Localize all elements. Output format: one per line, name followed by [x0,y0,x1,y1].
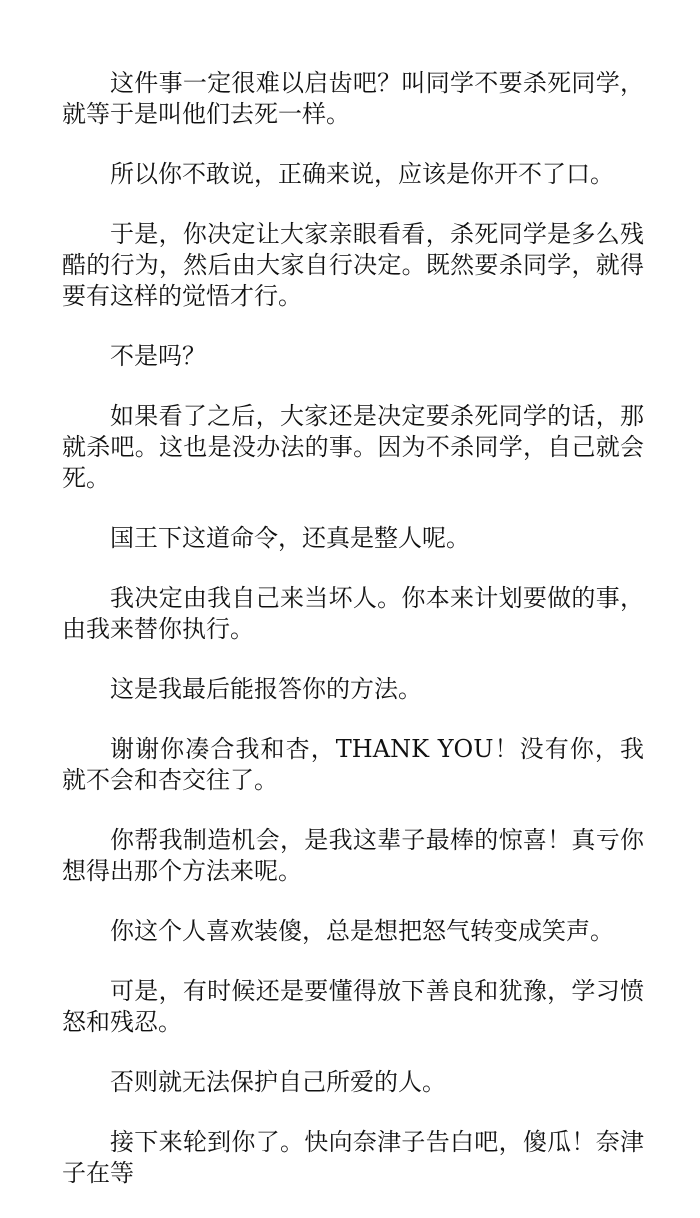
paragraph-12: 可是，有时候还是要懂得放下善良和犹豫，学习愤怒和残忍。 [62,977,644,1036]
paragraph-4: 不是吗？ [110,342,206,370]
paragraph-5: 如果看了之后，大家还是决定要杀死同学的话，那就杀吧。这也是没办法的事。因为不杀同学，自己就会死。 [62,402,644,492]
paragraph-10: 你帮我制造机会，是我这辈子最棒的惊喜！真亏你想得出那个方法来呢。 [62,826,644,885]
paragraph-14: 接下来轮到你了。快向奈津子告白吧，傻瓜！奈津子在等 [62,1128,644,1187]
paragraph-1: 这件事一定很难以启齿吧？叫同学不要杀死同学，就等于是叫他们去死一样。 [62,69,644,128]
paragraph-8: 这是我最后能报答你的方法。 [110,675,422,703]
paragraph-9: 谢谢你凑合我和杏，THANK YOU！没有你，我就不会和杏交往了。 [62,735,644,794]
paragraph-2: 所以你不敢说，正确来说，应该是你开不了口。 [110,160,614,188]
paragraph-7: 我决定由我自己来当坏人。你本来计划要做的事，由我来替你执行。 [62,584,644,643]
paragraph-13: 否则就无法保护自己所爱的人。 [110,1068,446,1096]
document-page [62,68,644,1218]
paragraph-11: 你这个人喜欢装傻，总是想把怒气转变成笑声。 [110,917,614,945]
paragraph-6: 国王下这道命令，还真是整人呢。 [110,524,470,552]
paragraph-3: 于是，你决定让大家亲眼看看，杀死同学是多么残酷的行为，然后由大家自行决定。既然要杀同学，就得要有这样的觉悟才行。 [62,220,644,310]
